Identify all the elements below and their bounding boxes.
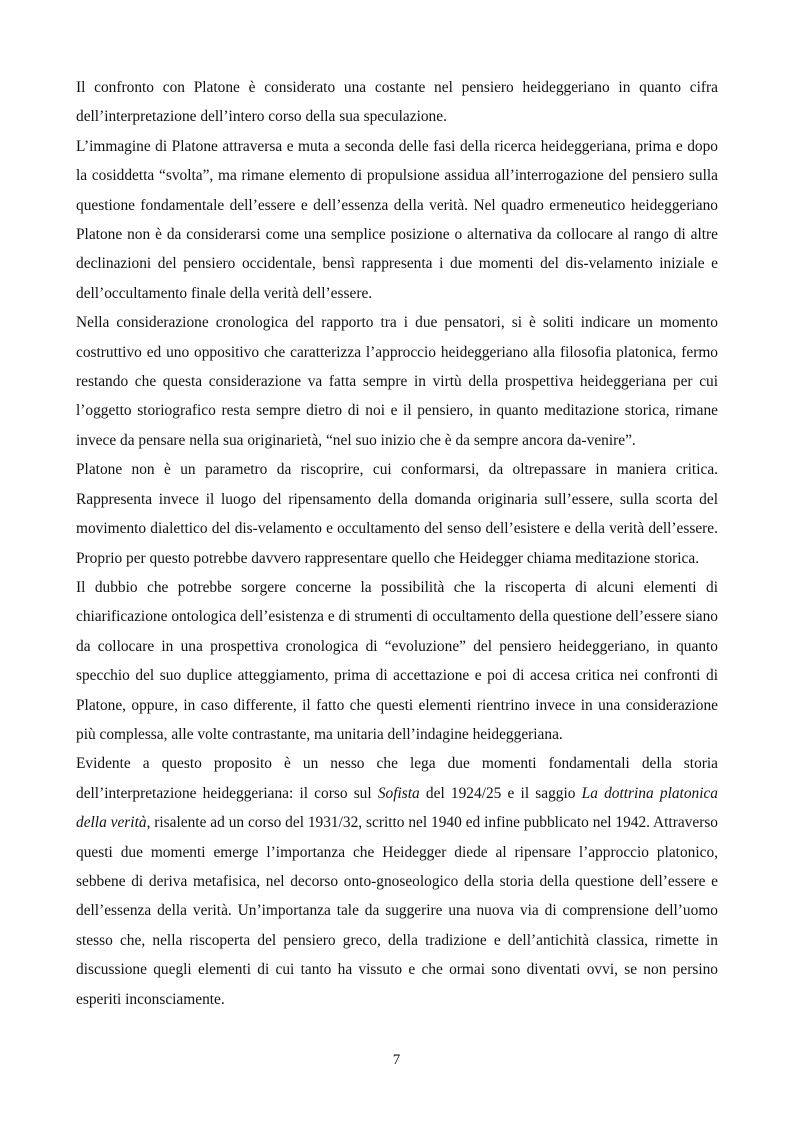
paragraph-6-part-1: Evidente a questo proposito è un nesso che lega due momenti fondamentali della storia dell’interpretazione heideggeriana: il corso sul	[76, 755, 718, 802]
paragraph-6-part-3: , risalente ad un corso del 1931/32, scritto nel 1940 ed infine pubblicato nel 1942. Attraverso questi due momenti emerge l’importanza che Heidegger diede al ripensare l’approccio platonico, sebbene di deriva metafisica, nel decorso onto-gnoseologico della storia della questione dell’essere e dell’essenza della verità. Un’importanza tale da suggerire una nuova via di comprensione dell’uomo stesso che, nella riscoperta del pensiero greco, della tradizione e dell’antichità classica, rimette in discussione quegli elementi di cui tanto ha vissuto e che ormai sono diventati ovvi, se non persino esperiti inconsciamente.	[76, 814, 719, 1008]
paragraph-4: Platone non è un parametro da riscoprire, cui conformarsi, da oltrepassare in maniera critica. Rappresenta invece il luogo del ripensamento della domanda originaria sull’essere, sulla scorta del movimento dialettico del dis-velamento e occultamento del senso dell’esistere e della verità dell’essere. Proprio per questo potrebbe davvero rappresentare quello che Heidegger chiama meditazione storica.	[76, 461, 718, 567]
document-body	[76, 73, 718, 1014]
paragraph-3: Nella considerazione cronologica del rapporto tra i due pensatori, si è soliti indicare un momento costruttivo ed uno oppositivo che caratterizza l’approccio heideggeriano alla filosofia platonica, fermo restando che questa considerazione va fatta sempre in virtù della prospettiva heideggeriana per cui l’oggetto storiografico resta sempre dietro di noi e il pensiero, in quanto meditazione storica, rimane invece da pensare nella sua originarietà, “nel suo inizio che è da sempre ancora da-venire”.	[76, 314, 718, 449]
paragraph-6-part-2: del 1924/25 e il saggio	[419, 784, 582, 802]
paragraph-5: Il dubbio che potrebbe sorgere concerne la possibilità che la riscoperta di alcuni elementi di chiarificazione ontologica dell’esistenza e di strumenti di occultamento della questione dell’essere siano da collocare in una prospettiva cronologica di “evoluzione” del pensiero heideggeriano, in quanto specchio del suo duplice atteggiamento, prima di accettazione e poi di accesa critica nei confronti di Platone, oppure, in caso differente, il fatto che questi elementi rientrino invece in una considerazione più complessa, alle volte contrastante, ma unitaria dell’indagine heideggeriana.	[76, 578, 718, 743]
page-number: 7	[392, 1052, 401, 1068]
work-title-dottrina-platonica: La dottrina platonica della verità	[76, 784, 719, 832]
paragraph-2: L’immagine di Platone attraversa e muta a seconda delle fasi della ricerca heideggeriana, prima e dopo la cosiddetta “svolta”, ma rimane elemento di propulsione assidua all’interrogazione del pensiero sulla questione fondamentale dell’essere e dell’essenza della verità. Nel quadro ermeneutico heideggeriano Platone non è da considerarsi come una semplice posizione o alternativa da collocare al rango di altre declinazioni del pensiero occidentale, bensì rappresenta i due momenti del dis-velamento iniziale e dell’occultamento finale della verità dell’essere.	[76, 137, 718, 302]
work-title-sofista: Sofista	[377, 784, 420, 802]
paragraph-6	[76, 749, 718, 1014]
paragraph-1: Il confronto con Platone è considerato una costante nel pensiero heideggeriano in quanto cifra dell’interpretazione dell’intero corso della sua speculazione.	[76, 79, 718, 126]
